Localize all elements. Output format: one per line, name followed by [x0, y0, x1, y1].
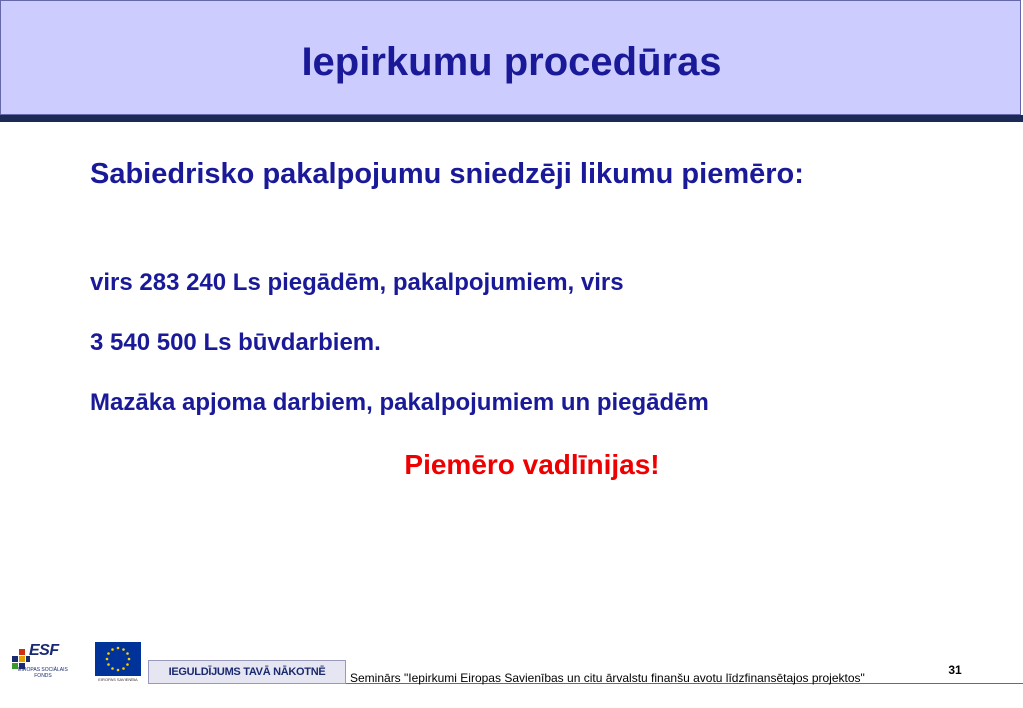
title-bar — [0, 0, 1021, 115]
smaller-scale-line: Mazāka apjoma darbiem, pakalpojumiem un piegādēm — [90, 389, 709, 416]
threshold-supplies-line: virs 283 240 Ls piegādēm, pakalpojumiem, virs — [90, 269, 624, 296]
page-number: 31 — [948, 663, 962, 677]
esf-logo-subtext: EIROPAS SOCIĀLAIS FONDS — [18, 667, 68, 679]
esf-logo-text: ESF — [29, 642, 59, 659]
slide-title: Iepirkumu procedūras — [301, 40, 722, 84]
invest-banner — [148, 660, 346, 684]
eu-flag-icon — [95, 642, 141, 676]
heading-paragraph: Sabiedrisko pakalpojumu sniedzēji likumu piemēro: — [90, 158, 804, 190]
seminar-caption: Seminārs "Iepirkumi Eiropas Savienības un citu ārvalstu finanšu avotu līdzfinansētajos projektos" — [350, 671, 865, 685]
eu-caption: EIROPAS SAVIENĪBA — [98, 677, 138, 682]
threshold-works-line: 3 540 500 Ls būvdarbiem. — [90, 329, 381, 356]
guidelines-highlight: Piemēro vadlīnijas! — [404, 449, 660, 480]
title-divider — [0, 115, 1023, 122]
invest-label: IEGULDĪJUMS TAVĀ NĀKOTNĒ — [168, 666, 326, 678]
footer — [0, 630, 1023, 708]
